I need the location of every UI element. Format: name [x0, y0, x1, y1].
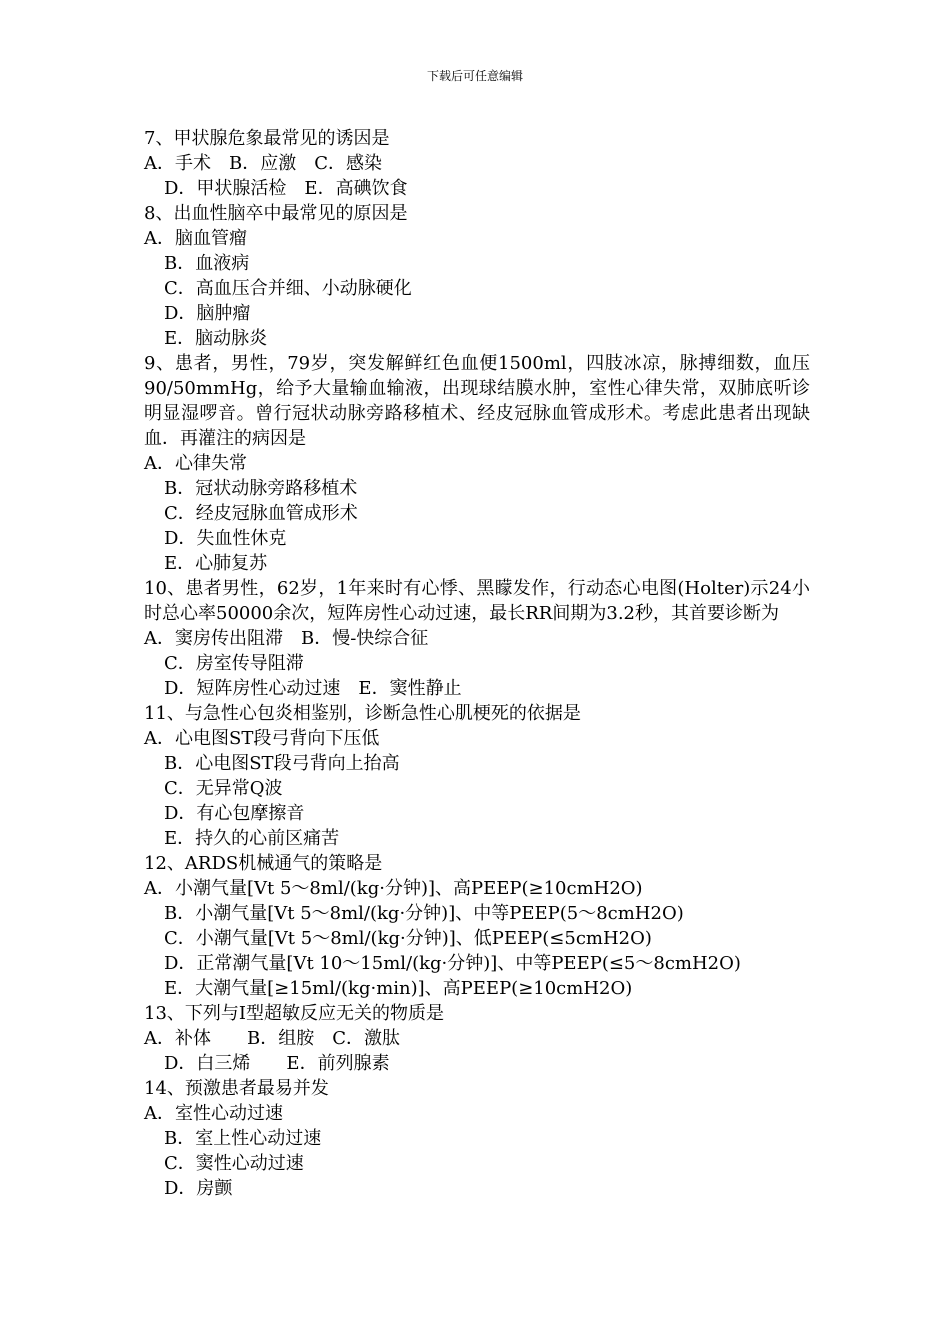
question-block — [144, 351, 810, 576]
question-block — [144, 701, 810, 851]
page-header-note: 下载后可任意编辑 — [426, 69, 523, 83]
answer-option: A．心电图ST段弓背向下压低 — [144, 728, 380, 749]
answer-option: D．正常潮气量[Vt 10～15ml/(kg·分钟)]、中等PEEP(≤5～8cmH2O) — [164, 953, 741, 974]
answer-option: A．补体 B．组胺 C．激肽 — [144, 1028, 400, 1049]
answer-option: A．脑血管瘤 — [144, 228, 247, 249]
answer-option: B．室上性心动过速 — [164, 1128, 322, 1149]
question-block — [144, 126, 810, 201]
answer-option: D．失血性休克 — [164, 528, 287, 549]
question-stem: 12、ARDS机械通气的策略是 — [144, 853, 383, 874]
question-block — [144, 201, 810, 351]
question-stem: 8、出血性脑卒中最常见的原因是 — [144, 203, 408, 224]
answer-option: D．脑肿瘤 — [164, 303, 251, 324]
question-stem: 10、患者男性，62岁，1年来时有心悸、黑矇发作，行动态心电图(Holter)示24小时总心率50000余次，短阵房性心动过速，最长RR间期为3.2秒，其首要诊断为 — [144, 578, 810, 624]
question-list — [144, 126, 810, 1201]
answer-option: C．房室传导阻滞 — [164, 653, 304, 674]
answer-option: A．室性心动过速 — [144, 1103, 283, 1124]
answer-option: D．短阵房性心动过速 E．窦性静止 — [164, 678, 462, 699]
answer-option: A．手术 B．应激 C．感染 — [144, 153, 382, 174]
answer-option: C．经皮冠脉血管成形术 — [164, 503, 358, 524]
answer-option: C．高血压合并细、小动脉硬化 — [164, 278, 412, 299]
answer-option: D．房颤 — [164, 1178, 233, 1199]
answer-option: E．持久的心前区痛苦 — [164, 828, 340, 849]
answer-option: A．心律失常 — [144, 453, 247, 474]
answer-option: B．心电图ST段弓背向上抬高 — [164, 753, 400, 774]
answer-option: E．心肺复苏 — [164, 553, 268, 574]
answer-option: B．小潮气量[Vt 5～8ml/(kg·分钟)]、中等PEEP(5～8cmH2O) — [164, 903, 684, 924]
answer-option: E．脑动脉炎 — [164, 328, 268, 349]
question-block — [144, 576, 810, 701]
question-stem: 11、与急性心包炎相鉴别，诊断急性心肌梗死的依据是 — [144, 703, 581, 724]
answer-option: A．小潮气量[Vt 5～8ml/(kg·分钟)]、高PEEP(≥10cmH2O) — [144, 878, 643, 899]
answer-option: B．冠状动脉旁路移植术 — [164, 478, 358, 499]
question-stem: 14、预激患者最易并发 — [144, 1078, 329, 1099]
answer-option: E．大潮气量[≥15ml/(kg·min)]、高PEEP(≥10cmH2O) — [164, 978, 633, 999]
question-stem: 13、下列与Ⅰ型超敏反应无关的物质是 — [144, 1003, 445, 1024]
question-block — [144, 1001, 810, 1076]
answer-option: D．白三烯 E．前列腺素 — [164, 1053, 390, 1074]
question-stem: 9、患者，男性，79岁，突发解鲜红色血便1500ml，四肢冰凉，脉搏细数，血压90/50mmHg，给予大量输血输液，出现球结膜水肿，室性心律失常，双肺底听诊明显湿啰音。曾行冠状动脉旁路移植术、经皮冠脉血管成形术。考虑此患者出现缺血．再灌注的病因是 — [144, 353, 810, 449]
question-block — [144, 851, 810, 1001]
question-stem: 7、甲状腺危象最常见的诱因是 — [144, 128, 390, 149]
question-block — [144, 1076, 810, 1201]
answer-option: D．有心包摩擦音 — [164, 803, 305, 824]
answer-option: B．血液病 — [164, 253, 250, 274]
answer-option: A．窦房传出阻滞 B．慢-快综合征 — [144, 628, 429, 649]
answer-option: D．甲状腺活检 E．高碘饮食 — [164, 178, 408, 199]
answer-option: C．窦性心动过速 — [164, 1153, 304, 1174]
answer-option: C．无异常Q波 — [164, 778, 283, 799]
answer-option: C．小潮气量[Vt 5～8ml/(kg·分钟)]、低PEEP(≤5cmH2O) — [164, 928, 652, 949]
